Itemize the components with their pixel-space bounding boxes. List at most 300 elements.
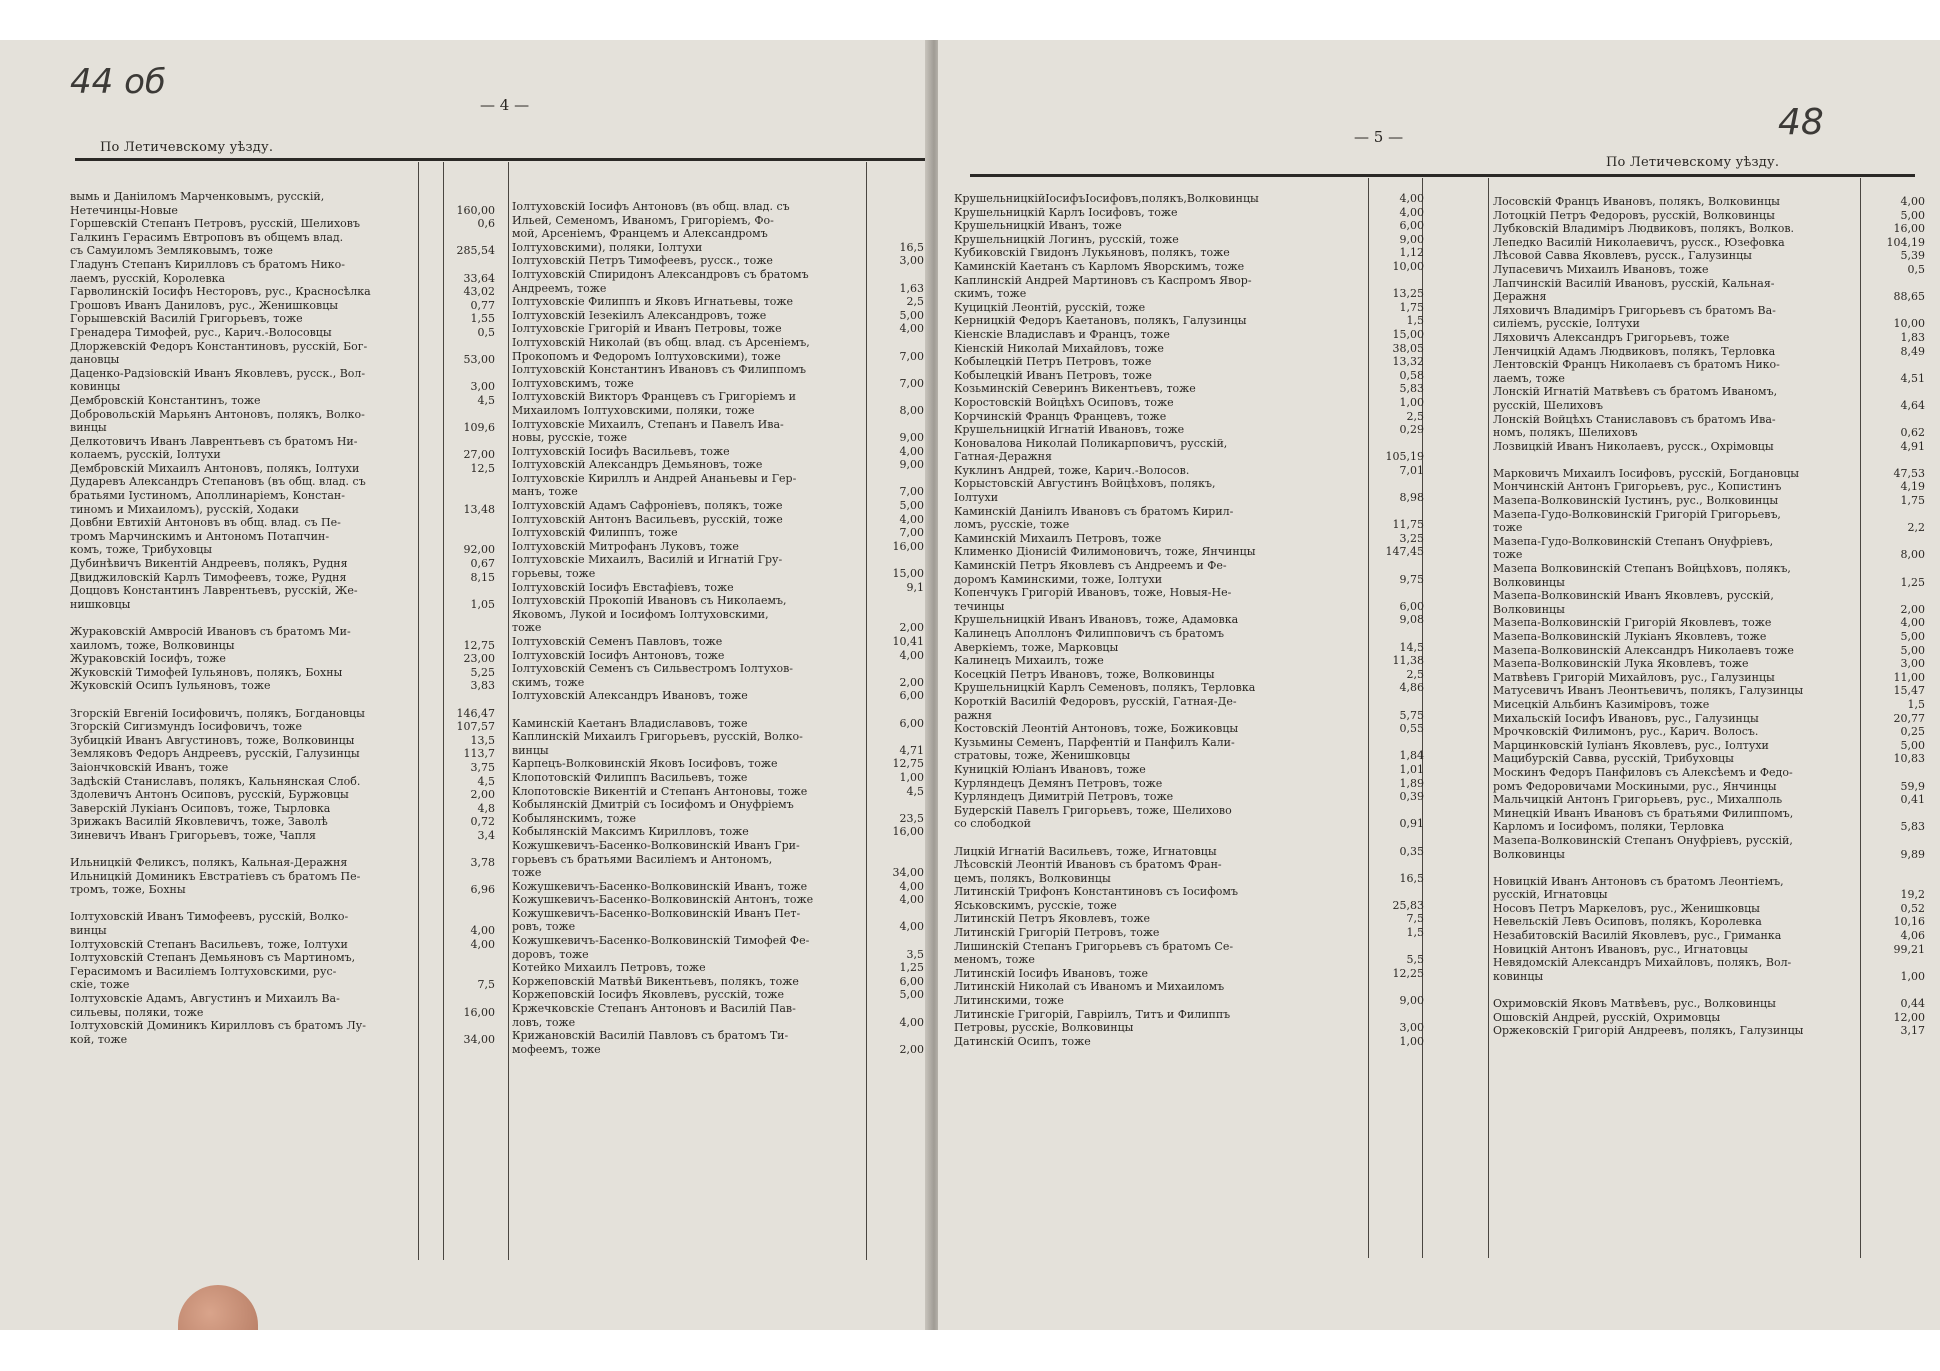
entry-value: 2,00 bbox=[470, 788, 495, 802]
register-entry bbox=[954, 926, 1424, 940]
register-column-left-1 bbox=[70, 190, 495, 1046]
register-entry bbox=[70, 448, 495, 462]
entry-text: Мончинскій Антонъ Григорьевъ, рус., Копистинъ bbox=[1493, 480, 1782, 494]
register-entry bbox=[512, 513, 924, 527]
entry-value bbox=[922, 853, 924, 867]
entry-text: Ильницкій Доминикъ Евстратіевъ съ братомъ Пе- bbox=[70, 869, 361, 883]
entry-text: Горшевскій Степанъ Петровъ, русскій, Шелиховъ bbox=[70, 217, 360, 231]
entry-value bbox=[1923, 861, 1925, 875]
entry-value: 0,52 bbox=[1900, 901, 1925, 915]
register-entry bbox=[1493, 399, 1925, 413]
register-entry bbox=[954, 722, 1424, 736]
entry-value bbox=[493, 340, 495, 354]
entry-text: Литинскій Петръ Яковлевъ, тоже bbox=[954, 912, 1150, 926]
register-entry bbox=[954, 573, 1424, 587]
entry-value: 13,48 bbox=[463, 502, 495, 516]
entry-text: Котейко Михаилъ Петровъ, тоже bbox=[512, 961, 706, 975]
entry-value bbox=[1422, 885, 1424, 899]
entry-value: 15,00 bbox=[1392, 327, 1424, 341]
entry-text: Литинскій Николай съ Иваномъ и Михаиломъ bbox=[954, 980, 1225, 994]
entry-text: Лонскій Войцѣхъ Станиславовъ съ братомъ Ива- bbox=[1493, 412, 1776, 426]
entry-text: Зиневичъ Иванъ Григорьевъ, тоже, Чапля bbox=[70, 828, 316, 842]
register-entry bbox=[512, 472, 924, 486]
open-book-spread bbox=[0, 40, 1940, 1330]
entry-text: Іолтуховскій Спиридонъ Александровъ съ братомъ bbox=[512, 267, 809, 281]
entry-value bbox=[922, 798, 924, 812]
entry-text: Задѣскій Станиславъ, полякъ, Кальнянская Слоб. bbox=[70, 774, 361, 788]
entry-value: 2,00 bbox=[899, 675, 924, 689]
entry-text: Кржечковскіе Степанъ Антоновъ и Василій Пав- bbox=[512, 1002, 796, 1016]
entry-text: Каминскій Каетанъ съ Карломъ Яворскимъ, тоже bbox=[954, 259, 1245, 273]
entry-text: Дембровскій Михаилъ Антоновъ, полякъ, Іолтухи bbox=[70, 461, 360, 475]
entry-value: 2,5 bbox=[1406, 409, 1424, 423]
entry-value: 5,00 bbox=[1900, 208, 1925, 222]
entry-value: 7,00 bbox=[899, 349, 924, 363]
entry-text: Каминскій Каетанъ Владиславовъ, тоже bbox=[512, 716, 748, 730]
entry-value: 38,05 bbox=[1392, 341, 1424, 355]
register-entry bbox=[1493, 888, 1925, 902]
register-entry bbox=[954, 763, 1424, 777]
entry-value: 0,35 bbox=[1399, 844, 1424, 858]
register-entry bbox=[954, 369, 1424, 383]
entry-text: Невядомскій Александръ Михайловъ, полякъ, Вол- bbox=[1493, 956, 1792, 970]
register-entry bbox=[512, 526, 924, 540]
entry-value: 1,75 bbox=[1900, 494, 1925, 508]
entry-text: Короткій Василій Федоровъ, русскій, Гатная-Де- bbox=[954, 694, 1237, 708]
entry-value bbox=[1422, 831, 1424, 845]
entry-value: 8,15 bbox=[470, 570, 495, 584]
register-entry bbox=[70, 1019, 495, 1033]
entry-value: 2,5 bbox=[906, 295, 924, 309]
entry-value: 9,00 bbox=[899, 458, 924, 472]
register-entry bbox=[70, 244, 495, 258]
entry-text: Зубицкій Иванъ Августиновъ, тоже, Волковинцы bbox=[70, 733, 355, 747]
entry-text: Добровольскій Марьянъ Антоновъ, полякъ, Волко- bbox=[70, 407, 365, 421]
register-entry bbox=[954, 681, 1424, 695]
entry-value: 9,08 bbox=[1399, 613, 1424, 627]
entry-text: Іолтуховскій Филиппъ, тоже bbox=[512, 526, 678, 540]
entry-text: Коржеповскій Матвѣй Викентьевъ, полякъ, тоже bbox=[512, 974, 799, 988]
entry-value: 10,83 bbox=[1893, 752, 1925, 766]
header-rule-left bbox=[75, 158, 930, 161]
entry-value bbox=[493, 190, 495, 204]
entry-value bbox=[922, 227, 924, 241]
entry-value: 2,00 bbox=[899, 1042, 924, 1056]
register-entry bbox=[1493, 358, 1925, 372]
register-entry bbox=[954, 872, 1424, 886]
register-entry bbox=[1493, 983, 1925, 997]
register-entry bbox=[954, 627, 1424, 641]
register-entry bbox=[512, 295, 924, 309]
entry-text bbox=[1493, 861, 1923, 875]
entry-value: 11,38 bbox=[1392, 654, 1424, 668]
entry-text: Матусевичъ Иванъ Леонтьевичъ, полякъ, Галузинцы bbox=[1493, 684, 1804, 698]
entry-text: Іолтуховскимъ, тоже bbox=[512, 376, 634, 390]
entry-text: Кожушкевичъ-Басенко-Волковинскій Иванъ Пет- bbox=[512, 906, 801, 920]
entry-text: Аверкіемъ, тоже, Марковцы bbox=[954, 640, 1119, 654]
entry-value: 0,67 bbox=[470, 557, 495, 571]
entry-text: Кіенскіе Владиславъ и Францъ, тоже bbox=[954, 327, 1170, 341]
entry-value: 3,17 bbox=[1900, 1024, 1925, 1038]
register-entry bbox=[70, 870, 495, 884]
entry-text bbox=[70, 843, 493, 857]
register-entry bbox=[70, 435, 495, 449]
entry-text: Козьминскій Северинъ Викентьевъ, тоже bbox=[954, 382, 1196, 396]
register-entry bbox=[954, 464, 1424, 478]
register-entry bbox=[70, 815, 495, 829]
register-entry bbox=[70, 272, 495, 286]
entry-text: Лупасевичъ Михаилъ Ивановъ, тоже bbox=[1493, 262, 1709, 276]
entry-text: Курляндецъ Демянъ Петровъ, тоже bbox=[954, 776, 1163, 790]
entry-value bbox=[1422, 858, 1424, 872]
register-entry bbox=[70, 856, 495, 870]
entry-text: Іолтуховскій Иванъ Тимофеевъ, русскій, Волко- bbox=[70, 910, 349, 924]
entry-value bbox=[493, 475, 495, 489]
entry-value: 10,00 bbox=[1392, 259, 1424, 273]
entry-value: 43,02 bbox=[463, 285, 495, 299]
entry-text: лаемъ, тоже bbox=[1493, 371, 1565, 385]
entry-text: ломъ, русскіе, тоже bbox=[954, 518, 1070, 532]
entry-value: 23,5 bbox=[899, 811, 924, 825]
entry-value: 15,00 bbox=[892, 567, 924, 581]
register-entry bbox=[954, 749, 1424, 763]
register-entry bbox=[954, 600, 1424, 614]
register-entry bbox=[1493, 263, 1925, 277]
right-page bbox=[938, 40, 1940, 1330]
header-rule-right bbox=[970, 174, 1915, 177]
entry-value: 27,00 bbox=[463, 448, 495, 462]
register-entry bbox=[512, 649, 924, 663]
entry-value bbox=[493, 965, 495, 979]
entry-text: ромъ Федоровичами Москиными, рус., Янчинцы bbox=[1493, 779, 1777, 793]
entry-text: Грошовъ Иванъ Даниловъ, рус., Женишковцы bbox=[70, 298, 339, 312]
entry-text: Нетечинцы-Новые bbox=[70, 203, 178, 217]
entry-value: 4,00 bbox=[899, 893, 924, 907]
entry-value bbox=[493, 870, 495, 884]
entry-value bbox=[1422, 437, 1424, 451]
entry-value: 4,00 bbox=[1900, 195, 1925, 208]
register-entry bbox=[512, 825, 924, 839]
entry-value: 5,5 bbox=[1406, 953, 1424, 967]
entry-text: Костовскій Леонтій Антоновъ, тоже, Божиковцы bbox=[954, 722, 1239, 736]
register-entry bbox=[512, 975, 924, 989]
entry-text: Новицкій Антонъ Ивановъ, рус., Игнатовцы bbox=[1493, 942, 1748, 956]
register-entry bbox=[954, 233, 1424, 247]
entry-text: Марцинковскій Іуліанъ Яковлевъ, рус., Іолтухи bbox=[1493, 738, 1769, 752]
entry-text: Заіончковскій Иванъ, тоже bbox=[70, 760, 229, 774]
entry-value: 6,00 bbox=[899, 716, 924, 730]
entry-value: 3,00 bbox=[1399, 1021, 1424, 1035]
entry-text: Делкотовичъ Иванъ Лаврентьевъ съ братомъ Ни- bbox=[70, 434, 358, 448]
entry-text: Ляховичъ Владиміръ Григорьевъ съ братомъ Ва- bbox=[1493, 303, 1776, 317]
entry-value: 0,6 bbox=[477, 217, 495, 231]
entry-value: 1,55 bbox=[470, 312, 495, 326]
running-header-right: По Летичевскому уѣзду. bbox=[1606, 155, 1780, 170]
entry-text: Заверскій Лукіанъ Осиповъ, тоже, Тырловка bbox=[70, 801, 331, 815]
entry-text: Кобылецкій Петръ Петровъ, тоже bbox=[954, 355, 1152, 369]
entry-text: Керницкій Федоръ Каетановъ, полякъ, Галузинцы bbox=[954, 314, 1247, 328]
register-entry bbox=[70, 530, 495, 544]
entry-text: Коновалова Николай Поликарповичъ, русскій, bbox=[954, 436, 1228, 450]
register-entry bbox=[70, 503, 495, 517]
entry-value bbox=[1923, 875, 1925, 889]
entry-text: Даценко-Радзіовскій Иванъ Яковлевъ, русск., Вол- bbox=[70, 366, 366, 380]
register-entry bbox=[1493, 331, 1925, 345]
entry-text: Мазепа-Волковинскій Лука Яковлевъ, тоже bbox=[1493, 657, 1749, 671]
register-entry bbox=[512, 268, 924, 282]
register-entry bbox=[70, 353, 495, 367]
entry-text: Іолтуховскій Адамъ Сафроніевъ, полякъ, тоже bbox=[512, 499, 783, 513]
entry-text: Ильницкій Феликсъ, полякъ, Кальная-Деражня bbox=[70, 856, 348, 870]
entry-value bbox=[1923, 535, 1925, 549]
entry-value: 4,71 bbox=[899, 743, 924, 757]
register-entry bbox=[1493, 480, 1925, 494]
page-number-right: — 5 — bbox=[1354, 128, 1404, 146]
entry-value: 0,29 bbox=[1399, 423, 1424, 437]
entry-text: Кузьмины Семенъ, Парфентій и Панфилъ Кали- bbox=[954, 735, 1235, 749]
entry-text: Крушельницкій Логинъ, русскій, тоже bbox=[954, 232, 1179, 246]
register-entry bbox=[512, 581, 924, 595]
entry-text: Куклинъ Андрей, тоже, Карич.-Волоcов. bbox=[954, 463, 1190, 477]
entry-value bbox=[1923, 508, 1925, 522]
entry-text: Іолтуховскій Петръ Тимофеевъ, русск., тоже bbox=[512, 254, 773, 268]
entry-value: 1,5 bbox=[1907, 697, 1925, 711]
entry-text: Курляндецъ Димитрій Петровъ, тоже bbox=[954, 790, 1174, 804]
register-entry bbox=[1493, 1024, 1925, 1038]
entry-text: Жураковскій Іосифъ, тоже bbox=[70, 652, 226, 666]
entry-value: 1,12 bbox=[1399, 246, 1424, 260]
entry-value: 4,00 bbox=[899, 322, 924, 336]
entry-value: 9,00 bbox=[1399, 994, 1424, 1008]
register-entry bbox=[954, 994, 1424, 1008]
register-entry bbox=[954, 355, 1424, 369]
entry-value: 5,00 bbox=[899, 499, 924, 513]
register-entry bbox=[954, 314, 1424, 328]
entry-value: 104,19 bbox=[1886, 235, 1925, 249]
entry-value: 4,8 bbox=[477, 801, 495, 815]
register-entry bbox=[1493, 440, 1925, 454]
entry-value: 4,5 bbox=[477, 774, 495, 788]
register-entry bbox=[512, 390, 924, 404]
register-entry bbox=[512, 458, 924, 472]
register-entry bbox=[70, 231, 495, 245]
entry-text: Мазепа-Волковинскій Лукіанъ Яковлевъ, тоже bbox=[1493, 630, 1767, 643]
register-entry bbox=[1493, 277, 1925, 291]
entry-value: 10,00 bbox=[1893, 317, 1925, 331]
register-entry bbox=[70, 516, 495, 530]
entry-text: лаемъ, русскій, Королевка bbox=[70, 271, 226, 285]
entry-value: 4,19 bbox=[1900, 480, 1925, 494]
entry-value: 107,57 bbox=[456, 720, 495, 734]
entry-text: Волковинцы bbox=[1493, 602, 1565, 616]
register-entry bbox=[70, 992, 495, 1006]
entry-text: скимъ, тоже bbox=[954, 287, 1027, 301]
entry-text: Каминскій Михаилъ Петровъ, тоже bbox=[954, 531, 1162, 545]
register-entry bbox=[70, 679, 495, 693]
entry-text: винцы bbox=[70, 924, 107, 938]
entry-text: вымь и Даніиломъ Марченковымъ, русскій, bbox=[70, 190, 325, 203]
register-entry bbox=[512, 744, 924, 758]
entry-text: Згорскій Сигизмундъ Іосифовичъ, тоже bbox=[70, 720, 302, 734]
register-entry bbox=[512, 241, 924, 255]
register-entry bbox=[1493, 317, 1925, 331]
entry-text: Крушельницкій Иванъ, тоже bbox=[954, 219, 1122, 233]
register-entry bbox=[512, 812, 924, 826]
register-entry bbox=[512, 988, 924, 1002]
register-entry bbox=[70, 666, 495, 680]
register-entry bbox=[1493, 780, 1925, 794]
entry-value bbox=[922, 703, 924, 717]
entry-value: 0,72 bbox=[470, 815, 495, 829]
register-entry bbox=[1493, 671, 1925, 685]
entry-value: 105,19 bbox=[1385, 450, 1424, 464]
register-entry bbox=[1493, 970, 1925, 984]
register-entry bbox=[1493, 304, 1925, 318]
entry-text: Здолевичъ Антонъ Осиповъ, русскій, Буржовцы bbox=[70, 788, 349, 802]
entry-text: Михальскій Іосифъ Ивановъ, рус., Галузинцы bbox=[1493, 711, 1759, 725]
entry-value: 10,16 bbox=[1893, 915, 1925, 929]
register-entry bbox=[954, 246, 1424, 260]
entry-text: Згорскій Евгеній Іосифовичъ, полякъ, Богдановцы bbox=[70, 706, 365, 720]
register-entry bbox=[954, 586, 1424, 600]
entry-text: Доццовъ Константинъ Лаврентьевъ, русскій, Же- bbox=[70, 584, 358, 598]
entry-value: 7,00 bbox=[899, 376, 924, 390]
entry-value bbox=[493, 435, 495, 449]
entry-text: тоже bbox=[512, 621, 542, 635]
entry-text: Горышевскій Василій Григорьевъ, тоже bbox=[70, 312, 303, 326]
entry-text: Яськовскимъ, русскіе, тоже bbox=[954, 898, 1117, 912]
register-entry bbox=[954, 206, 1424, 220]
register-entry bbox=[1493, 548, 1925, 562]
register-entry bbox=[1493, 426, 1925, 440]
register-entry bbox=[70, 951, 495, 965]
entry-value: 8,98 bbox=[1399, 491, 1424, 505]
register-entry bbox=[1493, 521, 1925, 535]
register-entry bbox=[512, 961, 924, 975]
register-entry bbox=[954, 912, 1424, 926]
register-entry bbox=[70, 611, 495, 625]
entry-value: 12,00 bbox=[1893, 1010, 1925, 1024]
entry-text: Кожушкевичъ-Басенко-Волковинскій Иванъ, тоже bbox=[512, 879, 808, 893]
entry-text: Гренадера Тимофей, рус., Карич.-Волоcовцы bbox=[70, 325, 332, 339]
register-entry bbox=[1493, 345, 1925, 359]
entry-value: 1,5 bbox=[1406, 314, 1424, 328]
entry-value: 3,75 bbox=[470, 760, 495, 774]
entry-text: Матвѣевъ Григорій Михайловъ, рус., Галузинцы bbox=[1493, 670, 1775, 684]
register-entry bbox=[512, 757, 924, 771]
entry-text bbox=[954, 831, 1422, 845]
entry-text bbox=[1493, 453, 1923, 467]
register-entry bbox=[70, 978, 495, 992]
entry-value: 23,00 bbox=[463, 652, 495, 666]
entry-value bbox=[493, 530, 495, 544]
entry-text: Ленчицкій Адамъ Людвиковъ, полякъ, Терловка bbox=[1493, 344, 1776, 358]
entry-text: Лосовскій Францъ Ивановъ, полякъ, Волковинцы bbox=[1493, 195, 1780, 208]
register-entry bbox=[1493, 834, 1925, 848]
entry-text: Іолтуховскій Іосифъ Васильевъ, тоже bbox=[512, 444, 730, 458]
register-entry bbox=[512, 322, 924, 336]
entry-text: Литинскими, тоже bbox=[954, 994, 1064, 1008]
register-entry bbox=[70, 734, 495, 748]
entry-text: Кіенскій Николай Михайловъ, тоже bbox=[954, 341, 1164, 355]
entry-value: 1,84 bbox=[1399, 749, 1424, 763]
entry-value: 5,25 bbox=[470, 665, 495, 679]
register-column-left-2 bbox=[512, 200, 924, 1056]
entry-text: цемъ, полякъ, Волковинцы bbox=[954, 871, 1111, 885]
register-entry bbox=[954, 845, 1424, 859]
entry-value: 3,00 bbox=[899, 254, 924, 268]
entry-value: 1,00 bbox=[1900, 969, 1925, 983]
entry-value: 0,55 bbox=[1399, 722, 1424, 736]
entry-text: Петровы, русскіе, Волковинцы bbox=[954, 1021, 1134, 1035]
entry-text: Длоржевскій Федоръ Константиновъ, русскій, Бог- bbox=[70, 339, 368, 353]
entry-text: винцы bbox=[512, 743, 549, 757]
entry-text: Іолтуховскій Викторъ Францевъ съ Григоріемъ и bbox=[512, 390, 796, 404]
entry-text: тромъ Марчинскимъ и Антономъ Потапчин- bbox=[70, 529, 330, 543]
entry-text: горьевы, тоже bbox=[512, 567, 596, 581]
column-divider bbox=[1488, 178, 1489, 1258]
entry-text: Лепедко Василій Николаевичъ, русск., Юзефовка bbox=[1493, 235, 1785, 249]
register-entry bbox=[512, 1002, 924, 1016]
entry-value bbox=[1422, 627, 1424, 641]
register-entry bbox=[70, 299, 495, 313]
entry-value bbox=[922, 363, 924, 377]
register-entry bbox=[1493, 793, 1925, 807]
entry-text: Мазепа-Волковинскій Григорій Яковлевъ, тоже bbox=[1493, 616, 1772, 630]
entry-value: 1,63 bbox=[899, 281, 924, 295]
register-entry bbox=[1493, 589, 1925, 603]
register-entry bbox=[954, 532, 1424, 546]
entry-value bbox=[1422, 695, 1424, 709]
entry-text: Каминскій Даніилъ Ивановъ съ братомъ Кирил- bbox=[954, 504, 1234, 518]
entry-text: Коростовскій Войцѣхъ Осиповъ, тоже bbox=[954, 395, 1174, 409]
entry-value: 0,44 bbox=[1900, 997, 1925, 1011]
register-entry bbox=[1493, 915, 1925, 929]
entry-text: Андреемъ, тоже bbox=[512, 281, 607, 295]
entry-value bbox=[1923, 834, 1925, 848]
entry-value: 34,00 bbox=[892, 866, 924, 880]
entry-text: Будерскій Павелъ Григорьевъ, тоже, Шелихово bbox=[954, 803, 1232, 817]
register-entry bbox=[512, 853, 924, 867]
register-entry bbox=[70, 938, 495, 952]
register-entry bbox=[954, 437, 1424, 451]
register-entry bbox=[1493, 372, 1925, 386]
register-entry bbox=[512, 771, 924, 785]
entry-value: 0,5 bbox=[1907, 262, 1925, 276]
register-entry bbox=[70, 367, 495, 381]
entry-text: Крижановскій Василій Павловъ съ братомъ Ти- bbox=[512, 1029, 789, 1043]
entry-value: 109,6 bbox=[463, 421, 495, 435]
entry-value: 12,75 bbox=[892, 757, 924, 771]
register-entry bbox=[954, 450, 1424, 464]
running-header-left: По Летичевскому уѣзду. bbox=[100, 140, 274, 155]
entry-value: 5,39 bbox=[1900, 249, 1925, 263]
entry-text: Москинъ Федоръ Панфиловъ съ Алексѣемъ и Федо- bbox=[1493, 765, 1793, 779]
register-entry bbox=[1493, 195, 1925, 209]
entry-text: Крушельницкій Карлъ Семеновъ, полякъ, Терловка bbox=[954, 681, 1256, 695]
entry-text: Іолтуховскій Митрофанъ Луковъ, тоже bbox=[512, 539, 739, 553]
entry-text: меномъ, тоже bbox=[954, 953, 1035, 967]
register-entry bbox=[512, 499, 924, 513]
entry-text: Кожушкевичъ-Басенко-Волковинскій Иванъ Гри- bbox=[512, 838, 800, 852]
entry-text: Лишинскій Степанъ Григорьевъ съ братомъ Се- bbox=[954, 939, 1234, 953]
entry-value bbox=[922, 608, 924, 622]
register-entry bbox=[1493, 848, 1925, 862]
register-entry bbox=[954, 382, 1424, 396]
register-entry bbox=[70, 883, 495, 897]
entry-text: Кожушкевичъ-Басенко-Волковинскій Тимофей Фе- bbox=[512, 934, 810, 948]
entry-value: 12,5 bbox=[470, 461, 495, 475]
